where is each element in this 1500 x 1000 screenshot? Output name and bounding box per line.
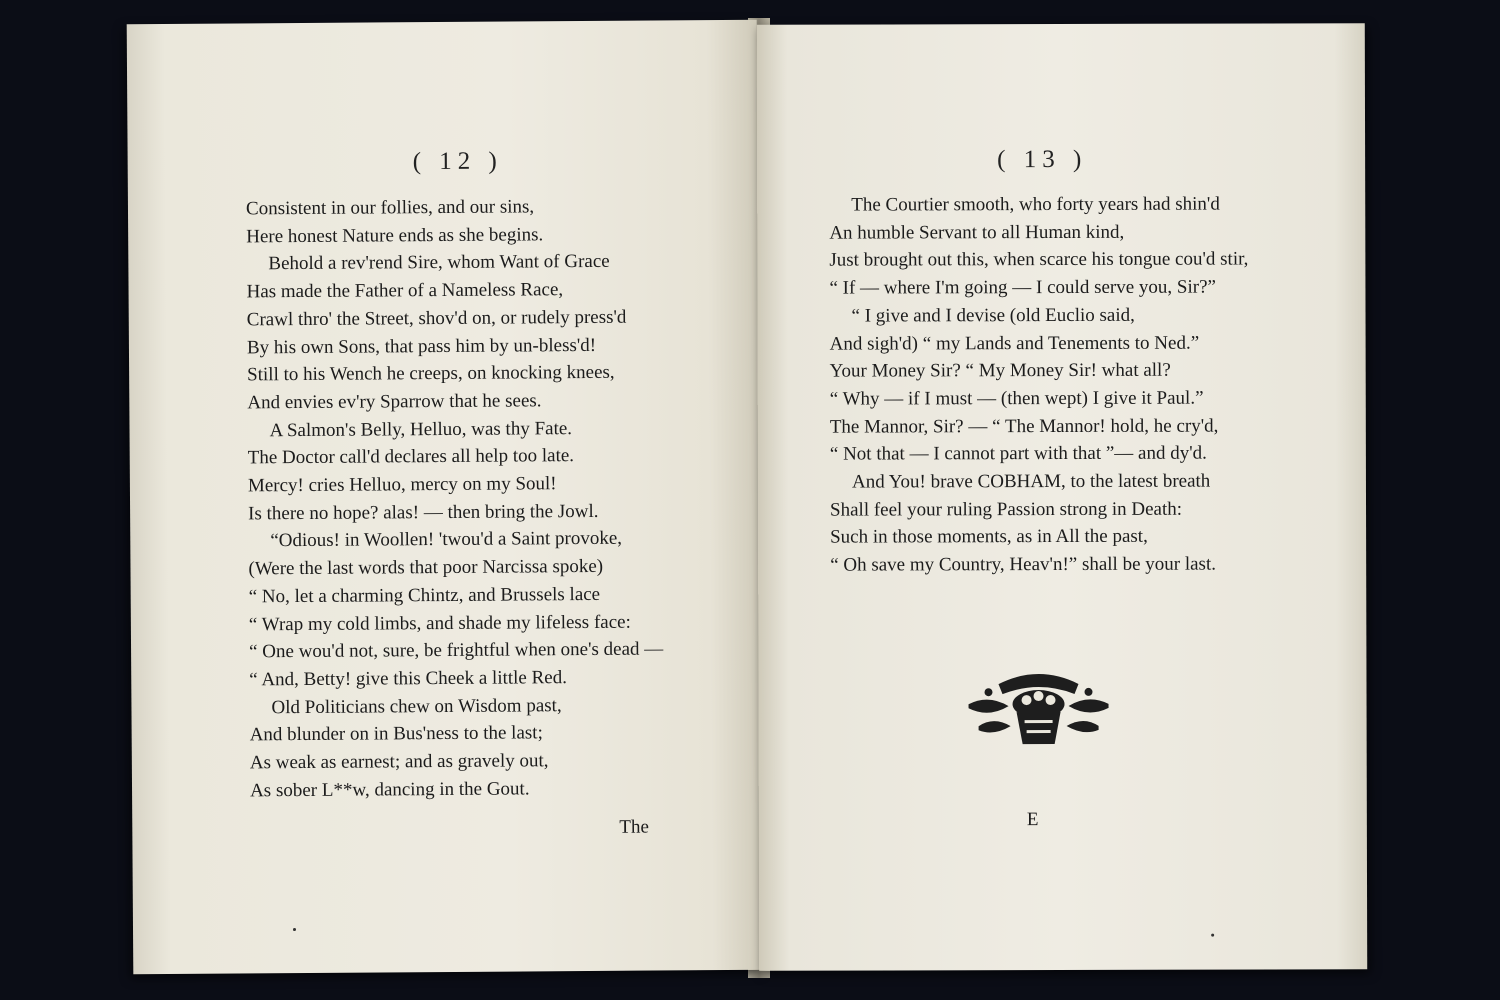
- catchword: The: [619, 816, 649, 838]
- verse-line: “ Why — if I must — (then wept) I give it Paul.”: [829, 387, 1204, 410]
- verse-line: As sober L**w, dancing in the Gout.: [249, 778, 530, 802]
- verse-line: Has made the Father of a Nameless Race,: [246, 279, 564, 303]
- verse-line: Just brought out this, when scarce his tongue cou'd stir,: [829, 248, 1249, 272]
- verse-line: Is there no hope? alas! — then bring the Jowl.: [248, 500, 599, 525]
- page-number-13: ( 13 ): [997, 145, 1088, 174]
- floral-basket-ornament-icon: [958, 664, 1118, 754]
- verse-line: The Doctor call'd declares all help too late.: [247, 445, 575, 469]
- left-page: [127, 20, 764, 974]
- verse-line: And sigh'd) “ my Lands and Tenements to Ned.”: [829, 332, 1200, 355]
- verse-line: Consistent in our follies, and our sins,: [245, 196, 535, 220]
- right-page-verse: [829, 191, 1249, 580]
- verse-line: “ Wrap my cold limbs, and shade my lifeless face:: [248, 611, 631, 635]
- verse-line: (Were the last words that poor Narcissa spoke): [248, 556, 604, 580]
- verse-line: “ I give and I devise (old Euclio said,: [851, 304, 1135, 327]
- signature-mark: E: [1026, 809, 1039, 831]
- verse-line: The Mannor, Sir? — “ The Mannor! hold, he cry'd,: [829, 415, 1219, 438]
- verse-line: Crawl thro' the Street, shov'd on, or rudely press'd: [246, 306, 627, 331]
- verse-line: Here honest Nature ends as she begins.: [246, 224, 544, 248]
- verse-line: Your Money Sir? “ My Money Sir! what all?: [829, 359, 1171, 382]
- verse-line: By his own Sons, that pass him by un-bless'd!: [246, 334, 597, 358]
- verse-line: “ One wou'd not, sure, be frightful when one's dead —: [249, 638, 664, 663]
- verse-line: A Salmon's Belly, Helluo, was thy Fate.: [269, 417, 573, 441]
- verse-line: Such in those moments, as in All the past,: [830, 526, 1148, 549]
- left-page-verse: [246, 192, 664, 804]
- verse-line: Mercy! cries Helluo, mercy on my Soul!: [247, 473, 557, 497]
- verse-line: “ Not that — I cannot part with that ”— and dy'd.: [829, 442, 1207, 465]
- verse-line: “ If — where I'm going — I could serve you, Sir?”: [829, 276, 1216, 299]
- verse-line: An humble Servant to all Human kind,: [829, 221, 1125, 244]
- page-number-12: ( 12 ): [412, 147, 503, 176]
- verse-line: The Courtier smooth, who forty years had shin'd: [851, 193, 1220, 216]
- verse-line: Shall feel your ruling Passion strong in Death:: [830, 498, 1183, 521]
- verse-line: “ Oh save my Country, Heav'n!” shall be your last.: [830, 553, 1217, 576]
- verse-line: And envies ev'ry Sparrow that he sees.: [247, 390, 542, 414]
- verse-line: As weak as earnest; and as gravely out,: [249, 750, 549, 774]
- paper-speck: [1211, 934, 1214, 937]
- verse-line: “Odious! in Woollen! 'twou'd a Saint provoke,: [270, 528, 623, 552]
- verse-line: “ And, Betty! give this Cheek a little Red.: [249, 667, 568, 691]
- verse-line: Behold a rev'rend Sire, whom Want of Grace: [268, 251, 610, 275]
- verse-line: And You! brave COBHAM, to the latest breath: [851, 470, 1211, 493]
- paper-speck: [293, 928, 296, 931]
- verse-line: Still to his Wench he creeps, on knocking knees,: [247, 362, 615, 386]
- verse-line: “ No, let a charming Chintz, and Brussels lace: [248, 583, 601, 608]
- verse-line: And blunder on in Bus'ness to the last;: [249, 722, 543, 746]
- verse-line: Old Politicians chew on Wisdom past,: [271, 694, 562, 718]
- right-page: [757, 23, 1367, 971]
